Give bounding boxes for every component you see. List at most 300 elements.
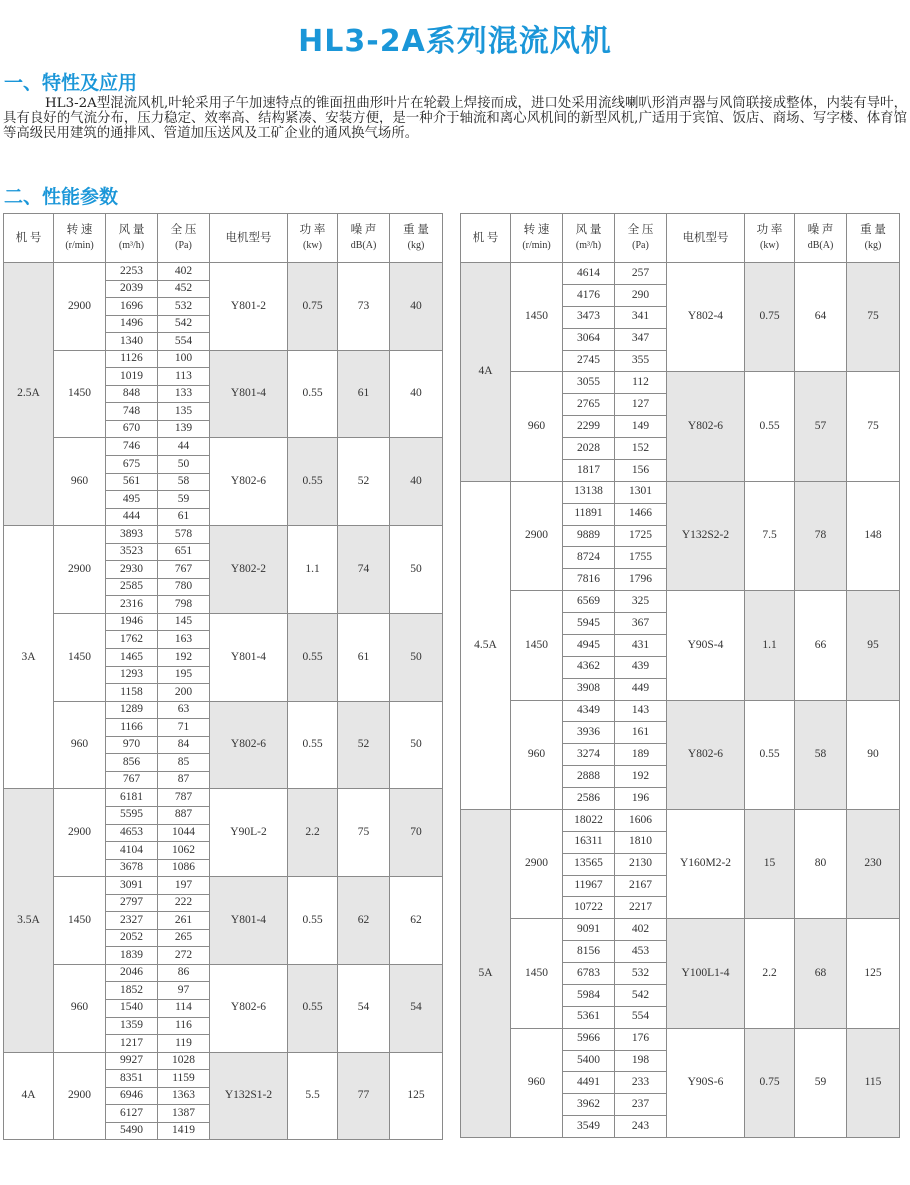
airflow-cell: 1465	[106, 649, 158, 667]
airflow-cell: 1359	[106, 1017, 158, 1035]
airflow-cell: 670	[106, 420, 158, 438]
pressure-cell: 1796	[615, 569, 667, 591]
pressure-cell: 554	[615, 1006, 667, 1028]
airflow-cell: 3523	[106, 543, 158, 561]
weight-cell: 40	[390, 438, 443, 526]
speed-cell: 960	[54, 964, 106, 1052]
weight-cell: 125	[390, 1052, 443, 1140]
power-cell: 0.55	[288, 701, 338, 789]
airflow-cell: 4653	[106, 824, 158, 842]
pressure-cell: 97	[158, 982, 210, 1000]
pressure-cell: 780	[158, 578, 210, 596]
airflow-cell: 4176	[563, 284, 615, 306]
motor-model-cell: Y801-4	[210, 877, 288, 965]
airflow-cell: 5361	[563, 1006, 615, 1028]
table-header-row	[461, 214, 900, 263]
airflow-cell: 1496	[106, 315, 158, 333]
pressure-cell: 192	[158, 649, 210, 667]
column-header-title: 全 压	[627, 224, 654, 236]
table-row	[461, 1028, 900, 1050]
pressure-cell: 86	[158, 964, 210, 982]
motor-model-cell: Y801-2	[210, 263, 288, 351]
table-row	[461, 481, 900, 503]
airflow-cell: 7816	[563, 569, 615, 591]
column-header-title: 电机型号	[682, 232, 729, 244]
motor-model-cell: Y90S-4	[667, 591, 745, 700]
pressure-cell: 1062	[158, 842, 210, 860]
pressure-cell: 145	[158, 613, 210, 631]
pressure-cell: 61	[158, 508, 210, 526]
page-title: HL3-2A系列混流风机	[298, 24, 612, 59]
pressure-cell: 152	[615, 438, 667, 460]
airflow-cell: 4491	[563, 1072, 615, 1094]
pressure-cell: 1419	[158, 1122, 210, 1140]
speed-cell: 1450	[54, 877, 106, 965]
table-row	[4, 263, 443, 281]
airflow-cell: 9091	[563, 919, 615, 941]
pressure-cell: 1028	[158, 1052, 210, 1070]
power-cell: 0.55	[288, 964, 338, 1052]
column-header	[511, 214, 563, 263]
pressure-cell: 197	[158, 877, 210, 895]
weight-cell: 115	[847, 1028, 900, 1137]
speed-cell: 960	[511, 1028, 563, 1137]
noise-cell: 80	[795, 809, 847, 918]
noise-cell: 59	[795, 1028, 847, 1137]
airflow-cell: 2299	[563, 416, 615, 438]
airflow-cell: 1946	[106, 613, 158, 631]
power-cell: 0.55	[745, 700, 795, 809]
speed-cell: 1450	[54, 350, 106, 438]
pressure-cell: 532	[158, 298, 210, 316]
pressure-cell: 439	[615, 656, 667, 678]
performance-table-right	[460, 213, 900, 1138]
speed-cell: 2900	[511, 481, 563, 590]
motor-model-cell: Y100L1-4	[667, 919, 745, 1028]
airflow-cell: 1839	[106, 947, 158, 965]
pressure-cell: 100	[158, 350, 210, 368]
airflow-cell: 10722	[563, 897, 615, 919]
pressure-cell: 1466	[615, 503, 667, 525]
noise-cell: 62	[338, 877, 390, 965]
airflow-cell: 2046	[106, 964, 158, 982]
pressure-cell: 59	[158, 491, 210, 509]
pressure-cell: 1159	[158, 1070, 210, 1088]
noise-cell: 77	[338, 1052, 390, 1140]
weight-cell: 95	[847, 591, 900, 700]
speed-cell: 2900	[511, 809, 563, 918]
airflow-cell: 3064	[563, 328, 615, 350]
noise-cell: 68	[795, 919, 847, 1028]
airflow-cell: 9927	[106, 1052, 158, 1070]
airflow-cell: 2888	[563, 766, 615, 788]
pressure-cell: 1363	[158, 1087, 210, 1105]
table-row	[461, 700, 900, 722]
power-cell: 5.5	[288, 1052, 338, 1140]
weight-cell: 70	[390, 789, 443, 877]
pressure-cell: 1044	[158, 824, 210, 842]
noise-cell: 54	[338, 964, 390, 1052]
column-header-title: 重 量	[860, 224, 886, 236]
airflow-cell: 3936	[563, 722, 615, 744]
table-header-row	[4, 214, 443, 263]
airflow-cell: 1166	[106, 719, 158, 737]
table-row	[461, 263, 900, 285]
airflow-cell: 2797	[106, 894, 158, 912]
table-row	[4, 350, 443, 368]
pressure-cell: 1810	[615, 831, 667, 853]
power-cell: 0.55	[745, 372, 795, 481]
weight-cell: 50	[390, 526, 443, 614]
column-header-title: 机 号	[15, 232, 42, 244]
pressure-cell: 113	[158, 368, 210, 386]
weight-cell: 40	[390, 263, 443, 351]
table-row	[4, 877, 443, 895]
airflow-cell: 4945	[563, 634, 615, 656]
motor-model-cell: Y132S2-2	[667, 481, 745, 590]
pressure-cell: 196	[615, 788, 667, 810]
airflow-cell: 495	[106, 491, 158, 509]
airflow-cell: 2586	[563, 788, 615, 810]
airflow-cell: 9889	[563, 525, 615, 547]
column-header-title: 功 率	[299, 224, 326, 236]
table-row	[4, 964, 443, 982]
airflow-cell: 1340	[106, 333, 158, 351]
weight-cell: 90	[847, 700, 900, 809]
pressure-cell: 554	[158, 333, 210, 351]
airflow-cell: 970	[106, 736, 158, 754]
pressure-cell: 453	[615, 941, 667, 963]
pressure-cell: 50	[158, 456, 210, 474]
airflow-cell: 561	[106, 473, 158, 491]
pressure-cell: 542	[158, 315, 210, 333]
pressure-cell: 139	[158, 420, 210, 438]
airflow-cell: 2745	[563, 350, 615, 372]
pressure-cell: 1086	[158, 859, 210, 877]
speed-cell: 1450	[511, 919, 563, 1028]
airflow-cell: 6946	[106, 1087, 158, 1105]
power-cell: 15	[745, 809, 795, 918]
pressure-cell: 542	[615, 984, 667, 1006]
column-header	[158, 214, 210, 263]
power-cell: 0.75	[745, 1028, 795, 1137]
pressure-cell: 133	[158, 385, 210, 403]
airflow-cell: 2028	[563, 438, 615, 460]
airflow-cell: 4614	[563, 263, 615, 285]
airflow-cell: 6783	[563, 963, 615, 985]
table-row	[461, 372, 900, 394]
airflow-cell: 3893	[106, 526, 158, 544]
machine-number-cell: 5A	[461, 809, 511, 1137]
airflow-cell: 4349	[563, 700, 615, 722]
airflow-cell: 1696	[106, 298, 158, 316]
noise-cell: 64	[795, 263, 847, 372]
power-cell: 2.2	[745, 919, 795, 1028]
motor-model-cell: Y802-6	[210, 964, 288, 1052]
column-header	[288, 214, 338, 263]
airflow-cell: 6569	[563, 591, 615, 613]
airflow-cell: 748	[106, 403, 158, 421]
airflow-cell: 1817	[563, 459, 615, 481]
pressure-cell: 787	[158, 789, 210, 807]
pressure-cell: 135	[158, 403, 210, 421]
pressure-cell: 192	[615, 766, 667, 788]
pressure-cell: 261	[158, 912, 210, 930]
airflow-cell: 8156	[563, 941, 615, 963]
pressure-cell: 198	[615, 1050, 667, 1072]
column-header	[745, 214, 795, 263]
column-header-unit: (kw)	[303, 240, 322, 251]
table-row	[4, 438, 443, 456]
noise-cell: 74	[338, 526, 390, 614]
weight-cell: 50	[390, 613, 443, 701]
pressure-cell: 161	[615, 722, 667, 744]
pressure-cell: 402	[158, 263, 210, 281]
airflow-cell: 675	[106, 456, 158, 474]
power-cell: 7.5	[745, 481, 795, 590]
airflow-cell: 16311	[563, 831, 615, 853]
column-header	[563, 214, 615, 263]
airflow-cell: 848	[106, 385, 158, 403]
pressure-cell: 431	[615, 634, 667, 656]
pressure-cell: 767	[158, 561, 210, 579]
airflow-cell: 13138	[563, 481, 615, 503]
column-header-title: 全 压	[170, 224, 197, 236]
motor-model-cell: Y90L-2	[210, 789, 288, 877]
airflow-cell: 3908	[563, 678, 615, 700]
pressure-cell: 1301	[615, 481, 667, 503]
airflow-cell: 11967	[563, 875, 615, 897]
machine-number-cell: 3A	[4, 526, 54, 789]
column-header-unit: dB(A)	[807, 240, 834, 251]
motor-model-cell: Y802-6	[210, 701, 288, 789]
column-header-title: 噪 声	[350, 224, 377, 236]
column-header-title: 风 量	[118, 224, 145, 236]
column-header-title: 功 率	[756, 224, 783, 236]
airflow-cell: 5595	[106, 806, 158, 824]
speed-cell: 1450	[511, 263, 563, 372]
pressure-cell: 578	[158, 526, 210, 544]
airflow-cell: 2039	[106, 280, 158, 298]
column-header-unit: (r/min)	[522, 240, 551, 251]
pressure-cell: 1755	[615, 547, 667, 569]
pressure-cell: 112	[615, 372, 667, 394]
pressure-cell: 347	[615, 328, 667, 350]
pressure-cell: 798	[158, 596, 210, 614]
machine-number-cell: 4A	[461, 263, 511, 482]
column-header-title: 机 号	[472, 232, 499, 244]
airflow-cell: 8724	[563, 547, 615, 569]
speed-cell: 2900	[54, 526, 106, 614]
airflow-cell: 3274	[563, 744, 615, 766]
pressure-cell: 452	[158, 280, 210, 298]
machine-number-cell: 4.5A	[461, 481, 511, 809]
table-row	[4, 789, 443, 807]
column-header-unit: (r/min)	[65, 240, 94, 251]
airflow-cell: 746	[106, 438, 158, 456]
airflow-cell: 3962	[563, 1094, 615, 1116]
intro-paragraph: HL3-2A型混流风机,叶轮采用子午加速特点的锥面扭曲形叶片在轮毂上焊接而成，进口处采用流线喇叭形消声器与风筒联接成整体，内装有导叶，具有良好的气流分布，压力稳定、效率高、结构紧凑、安装方便，是一种介于轴流和离心风机间的新型风机,广适用于宾馆、饭店、商场、写字楼、体育馆等高级民用建筑的通排风、管道加压送风及工矿企业的通风换气场所。	[3, 96, 907, 141]
column-header-unit: (Pa)	[175, 240, 192, 251]
speed-cell: 2900	[54, 1052, 106, 1140]
weight-cell: 230	[847, 809, 900, 918]
performance-table-left	[3, 213, 443, 1140]
airflow-cell: 3091	[106, 877, 158, 895]
airflow-cell: 2930	[106, 561, 158, 579]
weight-cell: 62	[390, 877, 443, 965]
airflow-cell: 2316	[106, 596, 158, 614]
airflow-cell: 444	[106, 508, 158, 526]
airflow-cell: 3678	[106, 859, 158, 877]
pressure-cell: 1387	[158, 1105, 210, 1123]
pressure-cell: 532	[615, 963, 667, 985]
pressure-cell: 189	[615, 744, 667, 766]
machine-number-cell: 2.5A	[4, 263, 54, 526]
airflow-cell: 1126	[106, 350, 158, 368]
pressure-cell: 84	[158, 736, 210, 754]
noise-cell: 75	[338, 789, 390, 877]
column-header-unit: (kw)	[760, 240, 779, 251]
column-header	[461, 214, 511, 263]
airflow-cell: 5945	[563, 613, 615, 635]
speed-cell: 2900	[54, 263, 106, 351]
airflow-cell: 2253	[106, 263, 158, 281]
weight-cell: 148	[847, 481, 900, 590]
table-row	[4, 1052, 443, 1070]
noise-cell: 78	[795, 481, 847, 590]
airflow-cell: 5966	[563, 1028, 615, 1050]
airflow-cell: 11891	[563, 503, 615, 525]
column-header	[390, 214, 443, 263]
pressure-cell: 651	[158, 543, 210, 561]
pressure-cell: 402	[615, 919, 667, 941]
airflow-cell: 1540	[106, 999, 158, 1017]
pressure-cell: 341	[615, 306, 667, 328]
pressure-cell: 243	[615, 1116, 667, 1138]
airflow-cell: 2585	[106, 578, 158, 596]
machine-number-cell: 3.5A	[4, 789, 54, 1052]
column-header-title: 电机型号	[225, 232, 272, 244]
pressure-cell: 176	[615, 1028, 667, 1050]
column-header	[54, 214, 106, 263]
table-row	[4, 526, 443, 544]
noise-cell: 58	[795, 700, 847, 809]
motor-model-cell: Y802-6	[667, 372, 745, 481]
noise-cell: 61	[338, 613, 390, 701]
airflow-cell: 1762	[106, 631, 158, 649]
pressure-cell: 116	[158, 1017, 210, 1035]
motor-model-cell: Y132S1-2	[210, 1052, 288, 1140]
table-row	[461, 809, 900, 831]
pressure-cell: 195	[158, 666, 210, 684]
airflow-cell: 1293	[106, 666, 158, 684]
weight-cell: 50	[390, 701, 443, 789]
column-header-title: 转 速	[523, 224, 550, 236]
column-header	[338, 214, 390, 263]
noise-cell: 57	[795, 372, 847, 481]
power-cell: 0.55	[288, 350, 338, 438]
pressure-cell: 887	[158, 806, 210, 824]
pressure-cell: 200	[158, 684, 210, 702]
column-header	[210, 214, 288, 263]
pressure-cell: 290	[615, 284, 667, 306]
pressure-cell: 449	[615, 678, 667, 700]
noise-cell: 73	[338, 263, 390, 351]
pressure-cell: 143	[615, 700, 667, 722]
airflow-cell: 3549	[563, 1116, 615, 1138]
airflow-cell: 1158	[106, 684, 158, 702]
pressure-cell: 119	[158, 1035, 210, 1053]
motor-model-cell: Y90S-6	[667, 1028, 745, 1137]
airflow-cell: 4362	[563, 656, 615, 678]
pressure-cell: 85	[158, 754, 210, 772]
airflow-cell: 3055	[563, 372, 615, 394]
pressure-cell: 272	[158, 947, 210, 965]
pressure-cell: 156	[615, 459, 667, 481]
pressure-cell: 257	[615, 263, 667, 285]
column-header	[615, 214, 667, 263]
pressure-cell: 2167	[615, 875, 667, 897]
motor-model-cell: Y802-6	[210, 438, 288, 526]
pressure-cell: 233	[615, 1072, 667, 1094]
airflow-cell: 767	[106, 771, 158, 789]
pressure-cell: 222	[158, 894, 210, 912]
weight-cell: 54	[390, 964, 443, 1052]
pressure-cell: 63	[158, 701, 210, 719]
pressure-cell: 58	[158, 473, 210, 491]
speed-cell: 960	[511, 700, 563, 809]
pressure-cell: 87	[158, 771, 210, 789]
column-header	[4, 214, 54, 263]
power-cell: 0.75	[745, 263, 795, 372]
column-header-unit: (m³/h)	[575, 240, 602, 251]
airflow-cell: 1217	[106, 1035, 158, 1053]
table-row	[4, 613, 443, 631]
motor-model-cell: Y802-4	[667, 263, 745, 372]
pressure-cell: 237	[615, 1094, 667, 1116]
airflow-cell: 2765	[563, 394, 615, 416]
column-header	[667, 214, 745, 263]
airflow-cell: 3473	[563, 306, 615, 328]
pressure-cell: 114	[158, 999, 210, 1017]
speed-cell: 2900	[54, 789, 106, 877]
motor-model-cell: Y160M2-2	[667, 809, 745, 918]
noise-cell: 66	[795, 591, 847, 700]
power-cell: 0.55	[288, 613, 338, 701]
section-heading-features: 一、特性及应用	[4, 72, 138, 94]
airflow-cell: 5490	[106, 1122, 158, 1140]
speed-cell: 1450	[511, 591, 563, 700]
power-cell: 0.55	[288, 438, 338, 526]
table-row	[4, 701, 443, 719]
airflow-cell: 1852	[106, 982, 158, 1000]
column-header-title: 转 速	[66, 224, 93, 236]
weight-cell: 75	[847, 263, 900, 372]
power-cell: 1.1	[745, 591, 795, 700]
motor-model-cell: Y801-4	[210, 350, 288, 438]
speed-cell: 960	[511, 372, 563, 481]
noise-cell: 61	[338, 350, 390, 438]
airflow-cell: 2052	[106, 929, 158, 947]
airflow-cell: 13565	[563, 853, 615, 875]
column-header	[106, 214, 158, 263]
speed-cell: 1450	[54, 613, 106, 701]
airflow-cell: 2327	[106, 912, 158, 930]
pressure-cell: 71	[158, 719, 210, 737]
column-header-title: 风 量	[575, 224, 602, 236]
pressure-cell: 325	[615, 591, 667, 613]
speed-cell: 960	[54, 701, 106, 789]
